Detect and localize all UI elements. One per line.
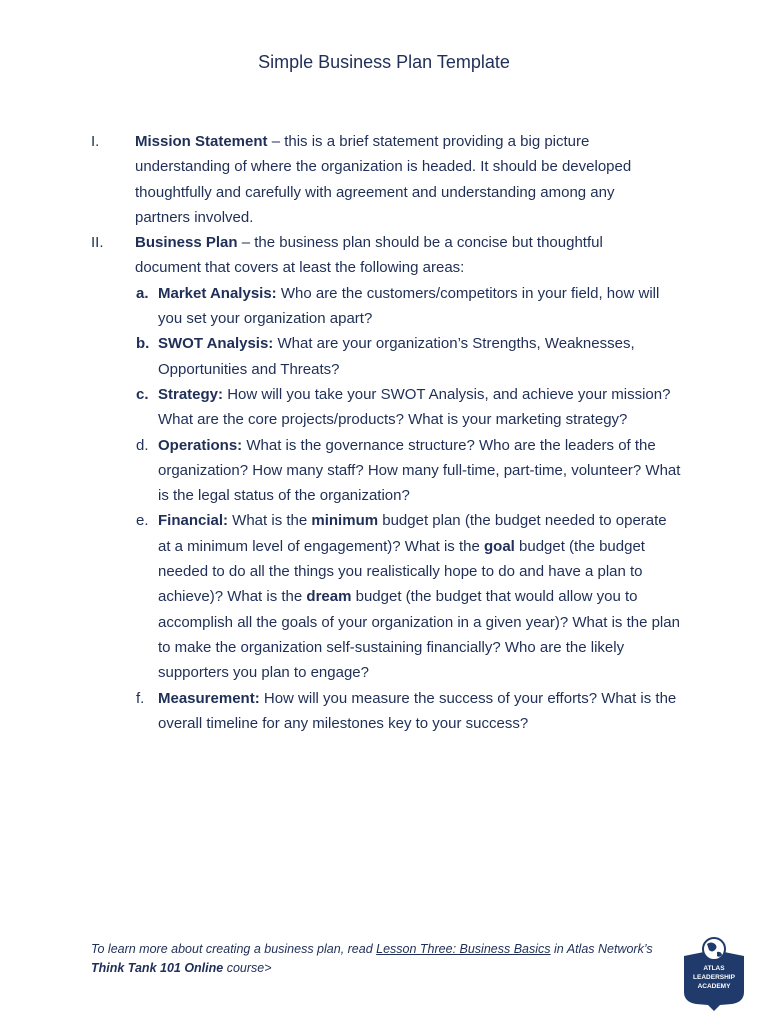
logo-line-2: LEADERSHIP [693,974,735,981]
list-letter: d. [136,436,149,454]
list-item-heading: Strategy: [158,385,224,403]
list-item-text: How will you measure the success of your efforts? What is the overall timeline for any milestones key to your success? [158,689,677,732]
list-item-body [158,686,683,737]
list-item-heading: Market Analysis: [158,284,277,302]
list-item-operations [0,433,768,509]
list-letter: a. [136,284,149,302]
lesson-link[interactable]: Lesson Three: Business Basics [376,942,551,956]
logo-line-1: ATLAS [703,965,725,972]
list-letter: e. [136,512,149,530]
section-business-plan [0,230,768,281]
list-letter: b. [136,335,150,353]
list-item-text: Who are the customers/competitors in your field, how will you set your organization apart? [158,284,660,328]
keyword-dream: dream [306,588,352,606]
list-item-strategy [0,382,768,433]
list-item-body [158,331,683,382]
course-name: Think Tank 101 Online [91,961,224,975]
footer-text: in Atlas Network’s [550,942,653,956]
list-letter: f. [136,689,145,707]
list-item-swot-analysis [0,331,768,382]
footer-note [91,940,671,978]
list-item-heading: Financial: [158,512,229,530]
keyword-minimum: minimum [311,512,379,530]
list-item-body [158,281,683,332]
list-item-text: budget (the budget needed to do all the things you realistically hope to do and have a plan to achieve)? What is the [158,537,645,606]
section-mission-statement [0,129,768,230]
list-item-text: How will you take your SWOT Analysis, and achieve your mission? What are the core projects/products? What is your marketing strategy? [158,385,671,429]
section-text: – the business plan should be a concise but thoughtful document that covers at least the following areas: [135,234,603,277]
footer-text: course> [223,961,272,975]
list-letter: c. [136,385,149,403]
keyword-goal: goal [484,537,515,555]
list-item-heading: Measurement: [158,689,260,707]
list-item-text: What are your organization’s Strengths, Weaknesses, Opportunities and Threats? [158,335,635,378]
section-body [135,129,660,230]
list-item-body [158,508,683,685]
list-item-body [158,433,683,509]
list-item-measurement [0,686,768,737]
list-item-financial [0,508,768,685]
logo-line-3: ACADEMY [697,983,731,990]
list-item-heading: SWOT Analysis: [158,335,274,353]
atlas-leadership-academy-logo [682,932,746,1012]
section-heading: Business Plan [135,234,238,252]
list-item-text: What is the governance structure? Who are the leaders of the organization? How many staff? How many full-time, part-time, volunteer? What is the legal status of the organization? [158,436,681,505]
section-body [135,230,660,281]
list-item-market-analysis [0,281,768,332]
list-item-text: What is the [228,512,312,530]
list-item-text: budget plan (the budget needed to operate at a minimum level of engagement)? What is the [158,512,667,555]
section-text: – this is a brief statement providing a big picture understanding of where the organization is headed. It should be developed thoughtfully and carefully with agreement and understanding among any partners involved. [135,133,632,226]
list-item-body [158,382,683,433]
list-item-heading: Operations: [158,436,243,454]
section-numeral: II. [91,234,104,252]
footer-text: To learn more about creating a business plan, read [91,942,377,956]
list-item-text: budget (the budget that would allow you to accomplish all the goals of your organization in a given year)? What is the plan to make the organization self-sustaining financially? Who are the likely supporters you plan to engage? [158,588,680,682]
section-numeral: I. [91,133,100,150]
document-body [0,129,768,736]
document-title: Simple Business Plan Template [258,52,510,72]
section-heading: Mission Statement [135,133,268,150]
